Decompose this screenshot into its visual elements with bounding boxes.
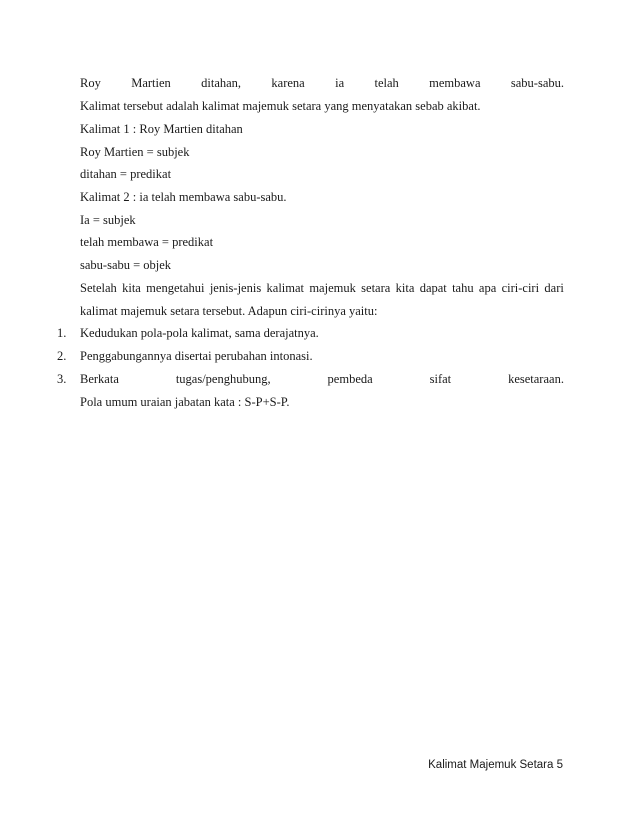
word: Setelah — [80, 281, 117, 295]
word: pembeda — [327, 372, 373, 386]
paragraph-line: Kalimat 2 : ia telah membawa sabu-sabu. — [80, 190, 287, 204]
closing-line: Pola umum uraian jabatan kata : S-P+S-P. — [80, 395, 290, 409]
word: ia — [335, 76, 345, 90]
word: sabu-sabu. — [510, 76, 564, 90]
word: ditahan, — [201, 76, 242, 90]
word: kalimat — [266, 281, 305, 295]
word: sifat — [429, 372, 452, 386]
paragraph-line-justified — [80, 280, 564, 296]
list-item-text: Penggabungannya disertai perubahan intonasi. — [80, 349, 313, 363]
list-item-text: Kedudukan pola-pola kalimat, sama derajatnya. — [80, 326, 319, 340]
word: dari — [544, 281, 564, 295]
paragraph-line: sabu-sabu = objek — [80, 258, 172, 272]
paragraph-line: Ia = subjek — [80, 213, 136, 227]
word: Martien — [131, 76, 171, 90]
word: telah — [374, 76, 399, 90]
list-number: 3. — [57, 372, 67, 386]
paragraph-line: telah membawa = predikat — [80, 235, 214, 249]
paragraph-line: Kalimat tersebut adalah kalimat majemuk setara yang menyatakan sebab akibat. — [80, 99, 481, 113]
word: ciri-ciri — [501, 281, 540, 295]
word: tugas/penghubung, — [175, 372, 271, 386]
word: membawa — [429, 76, 481, 90]
list-item-text-justified — [80, 371, 564, 387]
paragraph-line: ditahan = predikat — [80, 167, 172, 181]
list-number: 1. — [57, 326, 67, 340]
paragraph-line: Kalimat 1 : Roy Martien ditahan — [80, 122, 243, 136]
word: kita — [122, 281, 141, 295]
word: Berkata — [80, 372, 119, 386]
word: kita — [395, 281, 415, 295]
word: jenis-jenis — [209, 281, 262, 295]
list-number: 2. — [57, 349, 67, 363]
paragraph-line: Roy Martien = subjek — [80, 145, 190, 159]
page-footer: Kalimat Majemuk Setara 5 — [428, 759, 563, 771]
paragraph-line-justified — [80, 75, 564, 91]
word: kesetaraan. — [508, 372, 564, 386]
word: setara — [361, 281, 391, 295]
word: tahu — [452, 281, 474, 295]
paragraph-line: kalimat majemuk setara tersebut. Adapun ciri-cirinya yaitu: — [80, 304, 378, 318]
word: dapat — [419, 281, 447, 295]
word: majemuk — [309, 281, 356, 295]
word: mengetahui — [146, 281, 205, 295]
word: Roy — [80, 76, 101, 90]
word: karena — [271, 76, 305, 90]
word: apa — [478, 281, 497, 295]
